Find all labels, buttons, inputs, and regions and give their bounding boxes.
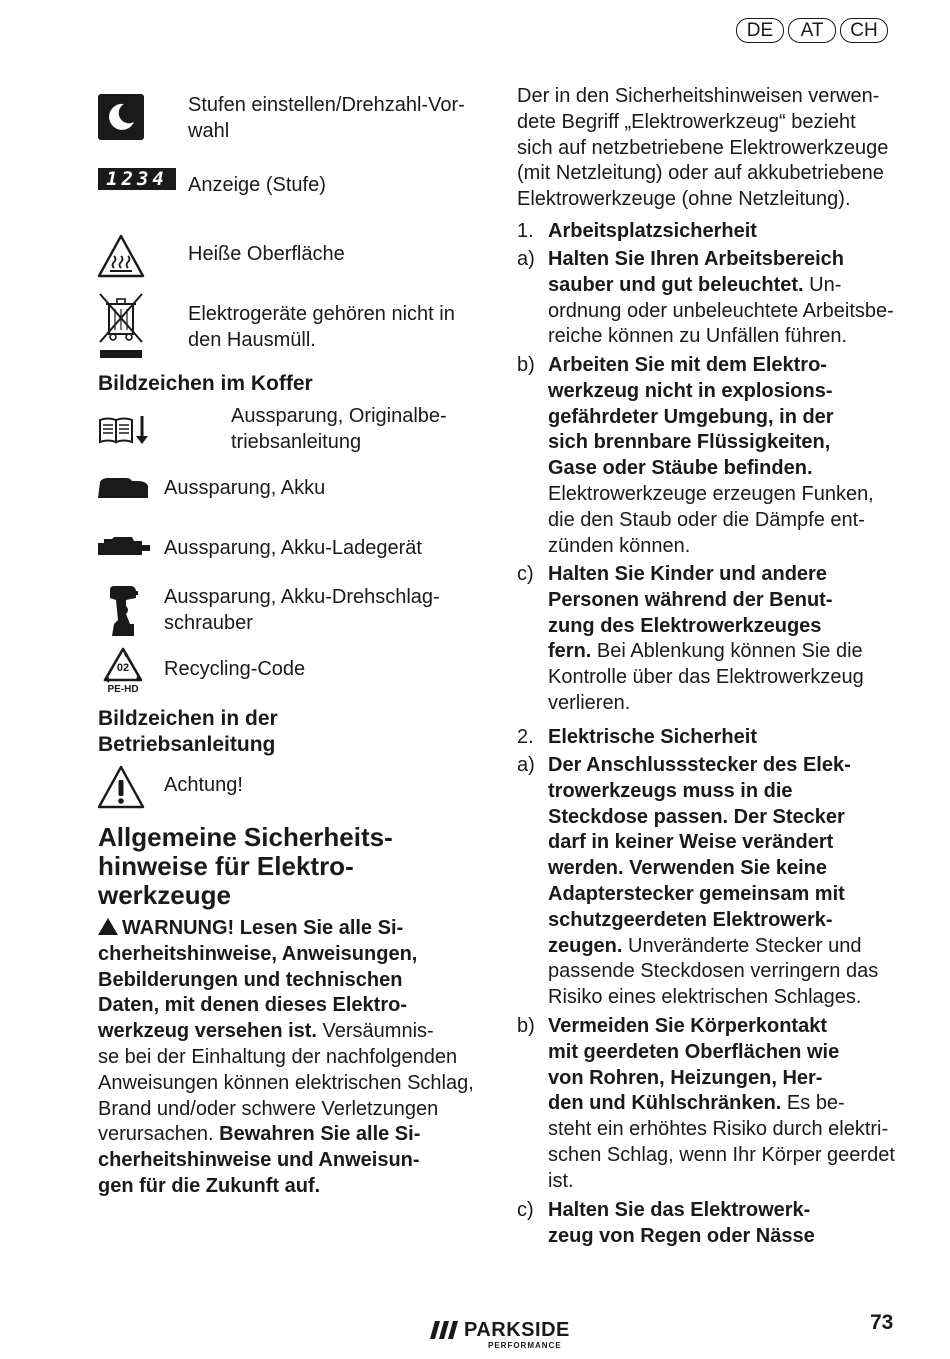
warning-line: verursachen. Bewahren Sie alle Si- — [98, 1123, 421, 1146]
recycling-icon — [101, 646, 145, 698]
warning-line: cherheitshinweise und Anweisun- — [98, 1149, 420, 1172]
brand-name: PARKSIDE — [464, 1319, 570, 1341]
brand-logo — [430, 1318, 590, 1352]
section-1-heading: 1. Arbeitsplatzsicherheit — [517, 220, 757, 242]
case-desc-driver: Aussparung, Akku-Drehschlag- schrauber — [164, 586, 440, 634]
warning-line: Brand und/oder schwere Verletzungen — [98, 1097, 439, 1120]
warning-triangle-icon — [98, 918, 118, 935]
symbol-desc-bin: Elektrogeräte gehören nicht in den Hausmüll. — [188, 303, 455, 351]
warning-line: WARNUNG! Lesen Sie alle Si- — [98, 916, 488, 942]
manual-download-icon — [98, 414, 150, 446]
charger-shape-icon — [98, 537, 150, 557]
section-2-heading: 2. Elektrische Sicherheit — [517, 726, 757, 748]
crossed-bin-icon — [98, 292, 144, 360]
warning-line: se bei der Einhaltung der nachfolgenden — [98, 1045, 458, 1068]
symbol-desc-hot: Heiße Oberfläche — [188, 243, 345, 265]
intro-paragraph: Der in den Sicherheitshinweisen verwen- dete Begriff „Elektrowerkzeug“ bezieht sich auf netzbetriebene Elektrowerkzeuge (mit Netzleitung) oder auf akkubetriebene Elektrowerkzeuge (ohne Netzleitung). — [517, 85, 889, 211]
rule-2b: b) Vermeiden Sie Körperkontakt mit geerdeten Oberflächen wie von Rohren, Heizungen, Her- den und Kühlschränken. Es be- steht ein erhöhtes Risiko durch elektri- schen Schlag, wenn Ihr Körper geerdet ist. — [517, 1015, 895, 1192]
rule-2c: c) Halten Sie das Elektrowerk- zeug von Regen oder Nässe — [517, 1199, 815, 1247]
recycling-code-material: PE-HD — [107, 684, 139, 695]
warning-line: Anweisungen können elektrischen Schlag, — [98, 1071, 474, 1094]
attention-label: Achtung! — [164, 774, 243, 796]
case-desc-charger: Aussparung, Akku-Ladegerät — [164, 537, 422, 559]
symbol-desc-speed: Stufen einstellen/Drehzahl-Vor- wahl — [188, 94, 465, 142]
rule-1c: c) Halten Sie Kinder und andere Personen während der Benut- zung des Elektrowerkzeuges fern. Bei Ablenkung können Sie die Kontrolle über das Elektrowerkzeug verlieren. — [517, 563, 864, 714]
brand-subline: PERFORMANCE — [488, 1341, 562, 1350]
case-desc-battery: Aussparung, Akku — [164, 477, 326, 499]
warning-line: cherheitshinweise, Anweisungen, — [98, 942, 418, 965]
warning-icon — [97, 765, 145, 809]
page-number: 73 — [870, 1311, 894, 1334]
case-symbols-heading: Bildzeichen im Koffer — [98, 372, 313, 395]
country-badge-at: AT — [788, 18, 836, 43]
country-badge-ch: CH — [840, 18, 888, 43]
rule-2a: a) Der Anschlussstecker des Elek- trowerkzeugs muss in die Steckdose passen. Der Stecker darf in keiner Weise verändert werden. Verwenden Sie keine Adapterstecker gemeinsam mit schutzgeerdeten Elektrowerk- zeugen. Unveränderte Stecker und passende Steckdosen verringern das Risiko eines elektrischen Schlages. — [517, 754, 879, 1009]
country-badges — [736, 18, 888, 43]
country-badge-de: DE — [736, 18, 784, 43]
battery-shape-icon — [98, 476, 148, 500]
case-desc-recycling: Recycling-Code — [164, 658, 306, 680]
manual-symbols-heading: Bildzeichen in der Betriebsanleitung — [98, 707, 278, 756]
recycling-code-number: 02 — [116, 662, 130, 674]
warning-line: werkzeug versehen ist. Versäumnis- — [98, 1020, 434, 1043]
rule-1b: b) Arbeiten Sie mit dem Elektro- werkzeug nicht in explosions- gefährdeter Umgebung, in der sich brennbare Flüssigkeiten, Gase oder Stäube befinden. Elektrowerkzeuge erzeugen Funken, die den Staub oder die Dämpfe ent- zünden können. — [517, 354, 874, 557]
brand-stripes-icon — [430, 1321, 460, 1341]
warning-paragraph — [98, 916, 488, 1200]
symbol-desc-display: Anzeige (Stufe) — [188, 174, 326, 196]
digit-display-icon: 1234 — [98, 168, 176, 190]
hot-surface-icon — [97, 234, 145, 278]
case-desc-manual: Aussparung, Originalbe- triebsanleitung — [231, 405, 447, 453]
impact-driver-icon — [108, 586, 138, 636]
warning-line: gen für die Zukunft auf. — [98, 1174, 321, 1197]
rule-1a: a) Halten Sie Ihren Arbeitsbereich sauber und gut beleuchtet. Un- ordnung oder unbeleuchtete Arbeitsbe- reiche können zu Unfällen führen. — [517, 248, 894, 348]
section-title: Allgemeine Sicherheits- hinweise für Elektro- werkzeuge — [98, 822, 393, 910]
speed-dial-icon — [98, 94, 144, 140]
warning-line: Daten, mit denen dieses Elektro- — [98, 994, 407, 1017]
warning-line: Bebilderungen und technischen — [98, 968, 403, 991]
